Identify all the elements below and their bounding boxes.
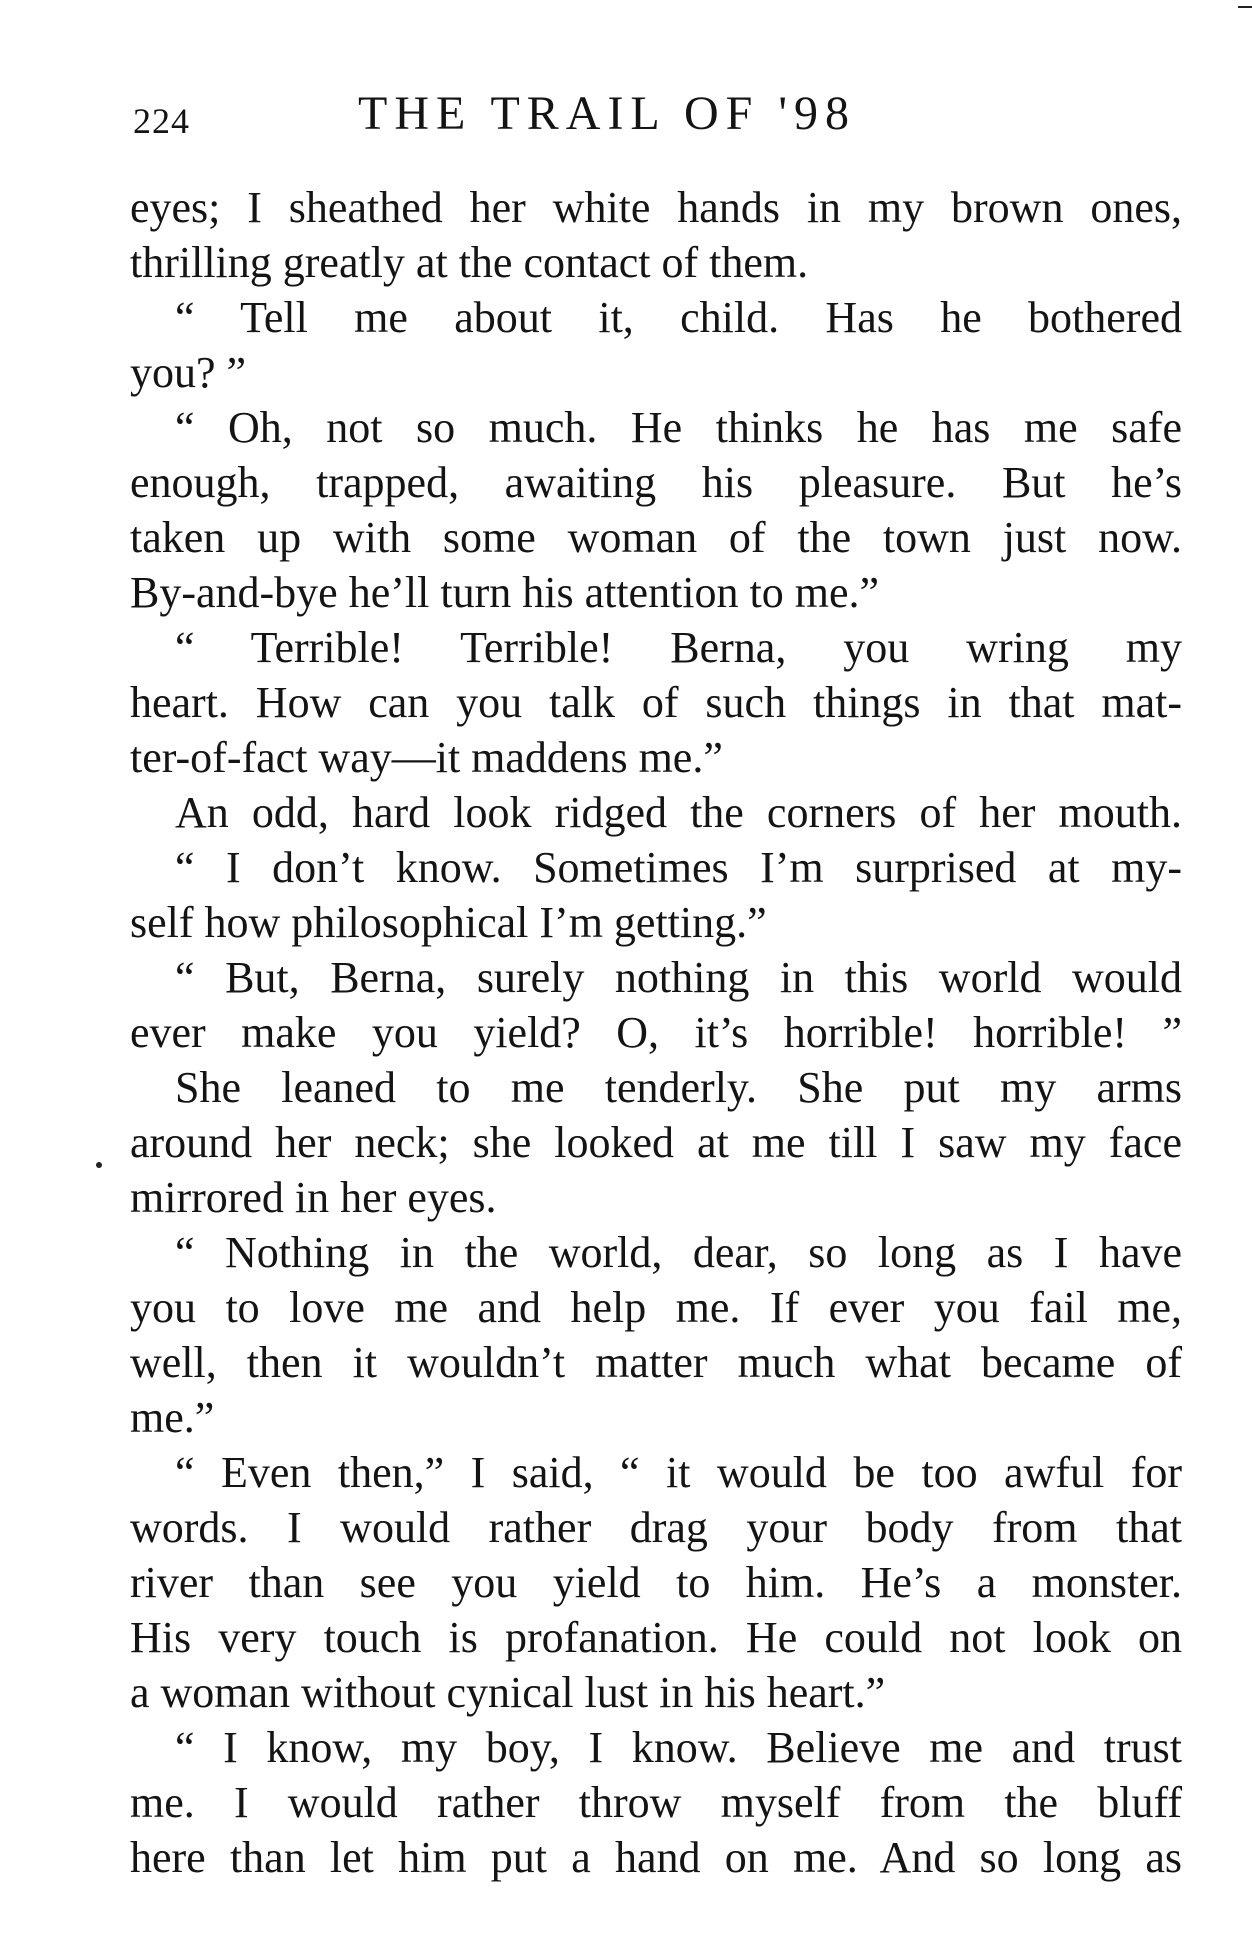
margin-dot [96, 1162, 102, 1168]
text-line: “ I don’t know. Sometimes I’m surprised at my- [175, 843, 1182, 892]
text-line: a woman without cynical lust in his heart.” [130, 1668, 886, 1717]
text-line: “ I know, my boy, I know. Believe me and trust [175, 1723, 1182, 1772]
text-line: self how philosophical I’m getting.” [130, 898, 767, 947]
page-number: 224 [133, 101, 190, 141]
book-title: THE TRAIL OF '98 [358, 87, 856, 140]
text-line: “ Oh, not so much. He thinks he has me safe [175, 403, 1182, 452]
text-line: here than let him put a hand on me. And so long as [130, 1833, 1182, 1882]
text-line: words. I would rather drag your body from that [130, 1503, 1182, 1552]
text-line: mirrored in her eyes. [130, 1173, 497, 1222]
text-line: enough, trapped, awaiting his pleasure. But he’s [130, 458, 1182, 507]
corner-mark [1238, 6, 1252, 8]
text-line: “ Tell me about it, child. Has he bothered [175, 293, 1182, 342]
text-line: thrilling greatly at the contact of them. [130, 238, 809, 287]
text-line: river than see you yield to him. He’s a monster. [130, 1558, 1182, 1607]
text-line: you to love me and help me. If ever you fail me, [130, 1283, 1182, 1332]
text-line: eyes; I sheathed her white hands in my brown ones, [130, 183, 1182, 232]
text-line: me. I would rather throw myself from the bluff [130, 1778, 1182, 1827]
text-line: “ Nothing in the world, dear, so long as I have [175, 1228, 1182, 1277]
text-line: An odd, hard look ridged the corners of her mouth. [175, 788, 1182, 837]
text-line: me.” [130, 1393, 215, 1442]
running-head [133, 86, 993, 146]
text-line: His very touch is profanation. He could not look on [130, 1613, 1182, 1662]
text-line: taken up with some woman of the town just now. [130, 513, 1182, 562]
text-line: well, then it wouldn’t matter much what became of [130, 1338, 1182, 1387]
text-line: ever make you yield? O, it’s horrible! horrible! ” [130, 1008, 1182, 1057]
text-line: heart. How can you talk of such things in that mat- [130, 678, 1182, 727]
body-text [130, 180, 1182, 1885]
text-line: “ But, Berna, surely nothing in this world would [175, 953, 1182, 1002]
text-line: By-and-bye he’ll turn his attention to me.” [130, 568, 880, 617]
text-line: “ Terrible! Terrible! Berna, you wring my [175, 623, 1182, 672]
text-line: “ Even then,” I said, “ it would be too awful for [175, 1448, 1182, 1497]
text-line: She leaned to me tenderly. She put my arms [175, 1063, 1182, 1112]
text-line: around her neck; she looked at me till I saw my face [130, 1118, 1182, 1167]
text-line: you? ” [130, 348, 247, 397]
text-line: ter-of-fact way—it maddens me.” [130, 733, 723, 782]
